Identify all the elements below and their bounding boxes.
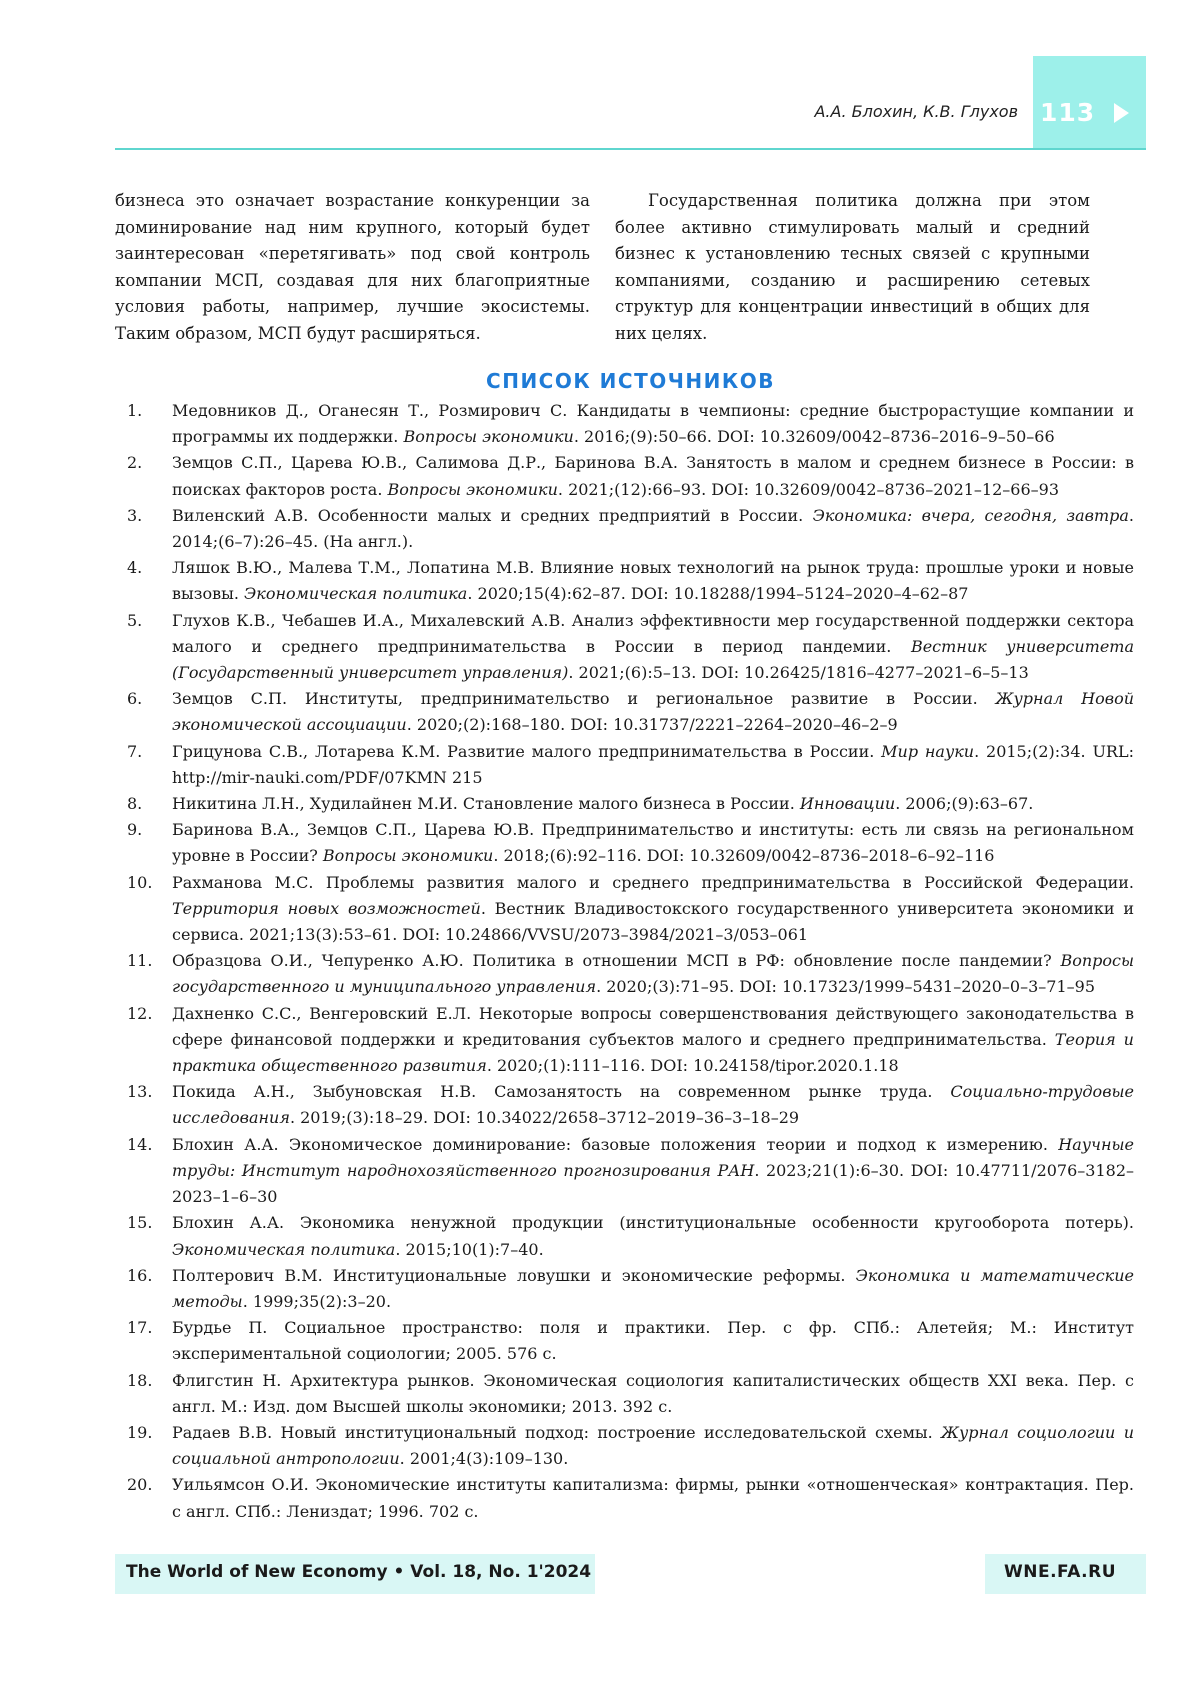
reference-authors-title: Флигстин Н. Архитектура рынков. Экономическая социология капиталистических обществ XXI века. Пер. с англ. М.: Изд. дом Высшей школы экономики; 2013. 392 с. — [172, 1370, 1134, 1416]
reference-authors-title: Земцов С.П., Царева Ю.В., Салимова Д.Р., Баринова В.А. Занятость в малом и среднем бизнесе в России: в поисках факторов роста. — [172, 453, 1134, 499]
reference-number: 17. — [127, 1318, 153, 1338]
reference-text — [172, 611, 1134, 682]
reference-authors-title: Полтерович В.М. Институциональные ловушки и экономические реформы. — [172, 1265, 856, 1285]
reference-text — [172, 1266, 1134, 1311]
reference-source: Экономическая политика — [244, 584, 468, 604]
body-paragraph-left: бизнеса это означает возрастание конкуренции за доминирование над ним крупного, который будет заинтересован «перетягивать» под свой контроль компании МСП, создавая для них благоприятные условия работы, например, лучшие экосистемы. Таким образом, МСП будут расширяться. — [115, 191, 590, 343]
reference-text — [172, 742, 1134, 787]
reference-item — [115, 739, 1146, 791]
reference-number: 7. — [127, 741, 143, 761]
reference-item — [115, 1210, 1146, 1262]
reference-item — [115, 555, 1146, 607]
next-arrow-icon — [1114, 103, 1129, 123]
reference-details: . 2023;21(1):6–30. DOI: 10.47711/2076–3182–2023–1–6–30 — [172, 1160, 1135, 1207]
reference-details: . 2021;(12):66–93. DOI: 10.32609/0042–8736–2021–12–66–93 — [557, 479, 1060, 499]
reference-details: . 2014;(6–7):26–45. (На англ.). — [172, 505, 1134, 552]
reference-text — [172, 506, 1134, 551]
reference-number: 16. — [127, 1265, 153, 1285]
reference-authors-title: Рахманова М.С. Проблемы развития малого и среднего предпринимательства в Российской Федерации. — [172, 872, 1134, 892]
reference-number: 19. — [127, 1422, 153, 1442]
reference-source: Инновации — [799, 794, 896, 814]
reference-text — [172, 1004, 1134, 1075]
reference-number: 13. — [127, 1082, 153, 1102]
reference-authors-title: Никитина Л.Н., Худилайнен М.И. Становление малого бизнеса в России. — [172, 794, 800, 814]
reference-details: . 2019;(3):18–29. DOI: 10.34022/2658–3712–2019–36–3–18–29 — [289, 1108, 800, 1128]
reference-details: . 2020;(3):71–95. DOI: 10.17323/1999–5431–2020–0–3–71–95 — [596, 977, 1095, 997]
reference-details: . 2016;(9):50–66. DOI: 10.32609/0042–8736–2016–9–50–66 — [573, 427, 1055, 447]
reference-item — [115, 1472, 1146, 1524]
reference-text — [172, 558, 1134, 603]
reference-number: 11. — [127, 951, 153, 971]
reference-source: Вестник университета (Государственный университет управления) — [172, 636, 1135, 683]
reference-authors-title: Уильямсон О.И. Экономические институты капитализма: фирмы, рынки «отношенческая» контрактация. Пер. с англ. СПб.: Лениздат; 1996. 702 с. — [172, 1475, 1134, 1521]
reference-text — [172, 873, 1134, 944]
reference-details: . 2021;(6):5–13. DOI: 10.26425/1816–4277–2021–6–5–13 — [568, 663, 1029, 683]
reference-source: Экономическая политика — [172, 1239, 396, 1259]
reference-text — [172, 1475, 1134, 1520]
reference-number: 9. — [127, 820, 143, 840]
reference-authors-title: Покида А.Н., Зыбуновская Н.В. Самозанятость на современном рынке труда. — [172, 1082, 951, 1102]
reference-item — [115, 1132, 1146, 1211]
reference-authors-title: Блохин А.А. Экономика ненужной продукции (институциональные особенности кругооборота потерь). — [172, 1213, 1134, 1233]
reference-authors-title: Земцов С.П. Институты, предпринимательство и региональное развитие в России. — [172, 689, 996, 709]
reference-source: Экономика и математические методы — [172, 1265, 1134, 1311]
reference-text — [172, 1371, 1134, 1416]
body-paragraph-right: Государственная политика должна при этом более активно стимулировать малый и средний бизнес к установлению тесных связей с крупными компаниями, созданию и расширению сетевых структур для концентрации инвестиций в общих для них целях. — [615, 191, 1090, 343]
reference-text — [172, 1318, 1134, 1363]
reference-number: 3. — [127, 505, 143, 525]
reference-details: . 2020;15(4):62–87. DOI: 10.18288/1994–5124–2020–4–62–87 — [467, 584, 969, 604]
reference-item — [115, 503, 1146, 555]
reference-source: Научные труды: Институт народнохозяйственного прогнозирования РАН — [172, 1134, 1134, 1180]
reference-item — [115, 450, 1146, 502]
reference-source: Вопросы экономики — [403, 427, 574, 447]
reference-item — [115, 870, 1146, 949]
reference-details: . 2020;(1):111–116. DOI: 10.24158/tipor.2020.1.18 — [486, 1056, 899, 1076]
reference-authors-title: Медовников Д., Оганесян Т., Розмирович С. Кандидаты в чемпионы: средние быстрорастущие компании и программы их поддержки. — [172, 401, 1134, 447]
reference-item — [115, 1368, 1146, 1420]
reference-number: 14. — [127, 1134, 153, 1154]
reference-number: 10. — [127, 872, 153, 892]
reference-details: . 2001;4(3):109–130. — [399, 1449, 569, 1469]
reference-item — [115, 948, 1146, 1000]
reference-number: 8. — [127, 794, 143, 814]
reference-number: 15. — [127, 1213, 153, 1233]
reference-number: 12. — [127, 1003, 153, 1023]
reference-text — [172, 1423, 1134, 1468]
reference-authors-title: Грицунова С.В., Лотарева К.М. Развитие малого предпринимательства в России. — [172, 741, 882, 761]
reference-number: 20. — [127, 1475, 153, 1495]
reference-number: 5. — [127, 610, 143, 630]
references-list — [115, 398, 1146, 1525]
reference-source: Социально-трудовые исследования — [172, 1082, 1134, 1128]
reference-authors-title: Ляшок В.Ю., Малева Т.М., Лопатина М.В. Влияние новых технологий на рынок труда: прошлые уроки и новые вызовы. — [172, 558, 1134, 604]
reference-authors-title: Радаев В.В. Новый институциональный подход: построение исследовательской схемы. — [172, 1422, 942, 1442]
reference-text — [172, 1135, 1134, 1206]
reference-text — [172, 820, 1134, 865]
reference-source: Журнал социологии и социальной антропологии — [172, 1422, 1134, 1469]
reference-details: . 2006;(9):63–67. — [895, 794, 1034, 814]
reference-source: Территория новых возможностей — [172, 898, 481, 918]
footer-journal-title: The World of New Economy • Vol. 18, No. 1'2024 — [126, 1562, 592, 1582]
reference-details: . 2015;(2):34. URL: http://mir-nauki.com/PDF/07KMN 215 — [172, 741, 1134, 787]
reference-item — [115, 608, 1146, 687]
reference-authors-title: Баринова В.А., Земцов С.П., Царева Ю.В. Предпринимательство и институты: есть ли связь на региональном уровне в России? — [172, 820, 1134, 866]
running-header-authors: А.А. Блохин, К.В. Глухов — [814, 102, 1018, 121]
reference-source: Журнал Новой экономической ассоциации — [172, 689, 1135, 735]
reference-text — [172, 951, 1134, 996]
reference-text — [172, 401, 1134, 446]
reference-details: . 2015;10(1):7–40. — [395, 1239, 544, 1259]
reference-number: 1. — [127, 401, 143, 420]
reference-details: . 2018;(6):92–116. DOI: 10.32609/0042–8736–2018–6–92–116 — [493, 846, 995, 866]
reference-item — [115, 686, 1146, 738]
reference-source: Вопросы экономики — [387, 479, 558, 499]
reference-text — [172, 794, 1033, 813]
reference-source: Экономика: вчера, сегодня, завтра — [812, 505, 1129, 525]
reference-text — [172, 689, 1134, 734]
reference-number: 2. — [127, 453, 143, 473]
reference-text — [172, 1213, 1134, 1258]
reference-text — [172, 1082, 1134, 1127]
reference-item — [115, 1263, 1146, 1315]
reference-source: Вопросы государственного и муниципального управления — [172, 951, 1134, 997]
reference-authors-title: Образцова О.И., Чепуренко А.Ю. Политика в отношении МСП в РФ: обновление после пандемии? — [172, 951, 1061, 971]
reference-item — [115, 398, 1146, 450]
reference-item — [115, 1420, 1146, 1472]
reference-source: Мир науки — [881, 741, 975, 761]
reference-details: . 1999;35(2):3–20. — [242, 1291, 392, 1311]
reference-item — [115, 817, 1146, 869]
references-heading: СПИСОК ИСТОЧНИКОВ — [486, 369, 775, 393]
reference-details: . 2020;(2):168–180. DOI: 10.31737/2221–2264–2020–46–2–9 — [406, 715, 898, 735]
reference-details: . Вестник Владивостокского государственного университета экономики и сервиса. 2021;13(3):53–61. DOI: 10.24866/VVSU/2073–3984/2021–3/053–061 — [172, 898, 1135, 945]
reference-number: 4. — [127, 558, 143, 578]
reference-item — [115, 791, 1146, 817]
reference-authors-title: Блохин А.А. Экономическое доминирование: базовые положения теории и подход к измерению. — [172, 1134, 1059, 1154]
reference-source: Теория и практика общественного развития — [172, 1029, 1134, 1076]
reference-item — [115, 1079, 1146, 1131]
footer-site-link[interactable]: WNE.FA.RU — [1004, 1562, 1117, 1582]
reference-item — [115, 1001, 1146, 1080]
reference-item — [115, 1315, 1146, 1367]
reference-text — [172, 453, 1134, 498]
reference-source: Вопросы экономики — [322, 846, 494, 866]
reference-authors-title: Дахненко С.С., Венгеровский Е.Л. Некоторые вопросы совершенствования действующего законодательства в сфере финансовой поддержки и кредитования субъектов малого и среднего предпринимательства. — [172, 1003, 1134, 1049]
header-divider — [115, 148, 1146, 150]
reference-number: 18. — [127, 1370, 153, 1390]
reference-authors-title: Глухов К.В., Чебашев И.А., Михалевский А.В. Анализ эффективности мер государственной поддержки сектора малого и среднего предпринимательства в России в период пандемии. — [172, 610, 1134, 656]
reference-number: 6. — [127, 689, 143, 709]
reference-authors-title: Виленский А.В. Особенности малых и средних предприятий в России. — [172, 505, 813, 525]
reference-authors-title: Бурдье П. Социальное пространство: поля и практики. Пер. с фр. СПб.: Алетейя; М.: Институт экспериментальной социологии; 2005. 576 с. — [172, 1318, 1134, 1364]
page-number: 113 — [1040, 98, 1096, 127]
